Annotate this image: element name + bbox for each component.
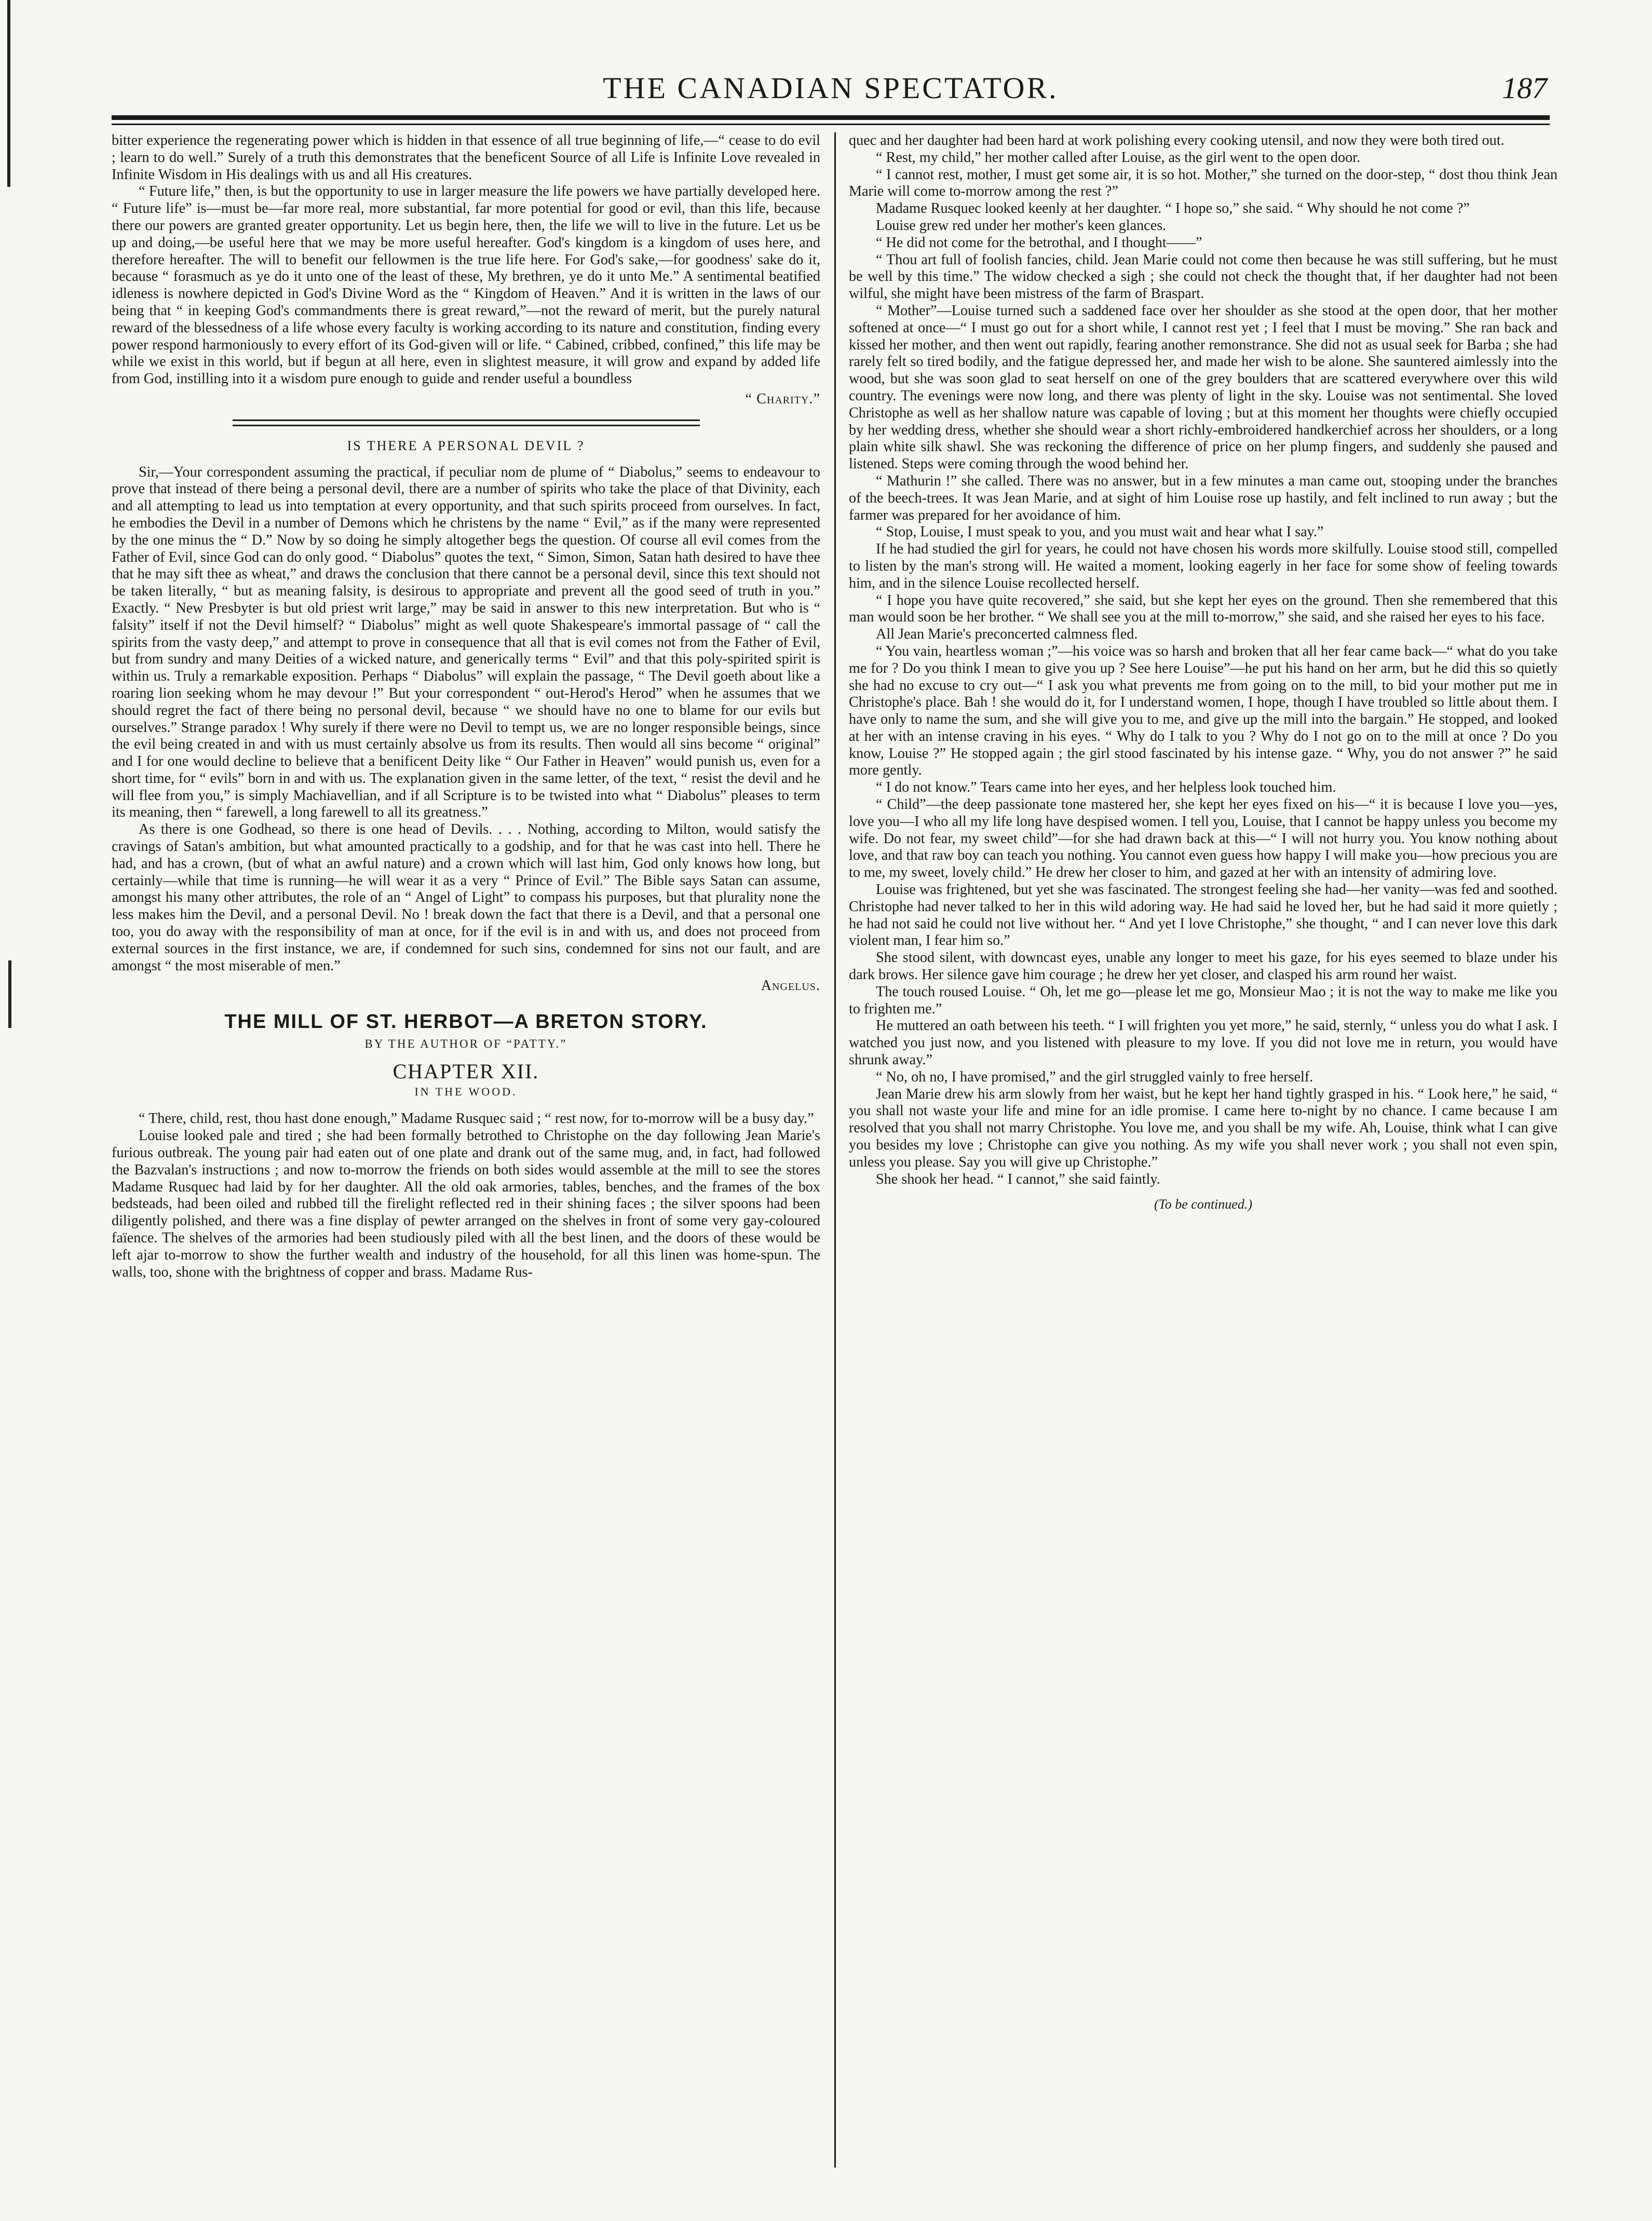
story-paragraph: All Jean Marie's preconcerted calmness fled. [876,626,1138,643]
story-paragraph: She shook her head. “ I cannot,” she said faintly. [876,1171,1160,1187]
story-paragraph: “ There, child, rest, thou hast done enough,” Madame Rusquec said ; “ rest now, for to-morrow will be a busy day.” [139,1110,814,1127]
devil-signature: Angelus. [761,978,820,994]
story-paragraph: Louise looked pale and tired ; she had been formally betrothed to Christophe on the day following Jean Marie's furious outbreak. The young pair had eaten out of one plate and drank out of the same mug, and, in fact, had followed the Bazvalan's instructions ; and now to-morrow the friends on both sides would assemble at the mill to see the stores Madame Rusquec had laid by for her daughter. All the old oak armories, tables, benches, and the frames of the box bedsteads, had been oiled and rubbed till the firelight reflected red in their shining faces ; the silver spoons had been diligently polished, and there was a fine display of pewter arranged on the shelves in front of some very gay-coloured faïence. The shelves of the armories had been studiously piled with all the best linen, and the doors of these would be left ajar to-morrow to show the further wealth and industry of the household, for all this linen was home-spun. The walls, too, shone with the brightness of copper and brass. Madame Rus- [112,1128,820,1280]
story-paragraph: “ I hope you have quite recovered,” she said, but she kept her eyes on the ground. Then she remembered that this man would soon be her brother. “ We shall see you at the mill to-morrow,” she said, and she raised her eyes to his face. [849,592,1558,626]
story-paragraph: “ Rest, my child,” her mother called after Louise, as the girl went to the open door. [876,149,1361,166]
masthead-rule-thick [112,115,1550,120]
story-paragraph: “ He did not come for the betrothal, and I thought——” [876,234,1202,251]
story-paragraph: Jean Marie drew his arm slowly from her waist, but he kept her hand tightly grasped in his. “ Look here,” he said, “ you shall not waste your life and mine for an idle promise. I came here to-night by no chance. I came because I am resolved that you shall not marry Christophe. You love me, and you shall be my wife. Ah, Louise, think what I can give you besides my love ; Christophe can give you nothing. As my wife you shall never work ; you shall not even spin, unless you please. Say you will give up Christophe.” [849,1086,1558,1170]
story-paragraph: She stood silent, with downcast eyes, unable any longer to meet his gaze, for his eyes seemed to blaze under his dark brows. Her silence gave him courage ; he drew her yet closer, and clasped his arm round her waist. [849,950,1558,983]
story-paragraph: “ I do not know.” Tears came into her eyes, and her helpless look touched him. [876,779,1336,796]
story-paragraph: Louise was frightened, but yet she was fascinated. The strongest feeling she had—her vanity—was fed and soothed. Christophe had never talked to her in this wild adoring way. He had said he loved her, but he had said it more quietly ; he had not said he could not live without her. “ And yet I love Christophe,” she thought, “ and I can never love this dark violent man, I fear him so.” [849,882,1558,949]
charity-paragraph: bitter experience the regenerating power which is hidden in that essence of all true beginning of life,—“ cease to do evil ; learn to do well.” Surely of a truth this demonstrates that the beneficent Source of all Life is Infinite Love revealed in Infinite Wisdom in His dealings with us and all His creatures. [112,132,820,183]
section-separator [233,419,700,426]
masthead [114,67,1547,114]
binding-mark-middle [8,960,11,1028]
right-column [849,132,1558,2183]
story-paragraph: Louise grew red under her mother's keen glances. [876,217,1167,234]
story-paragraph: quec and her daughter had been hard at work polishing every cooking utensil, and now they were both tired out. [849,132,1505,148]
charity-paragraph: “ Future life,” then, is but the opportunity to use in larger measure the life powers we have partially developed here. “ Future life” is—must be—far more real, more substantial, far more potential for good or evil, than this life, because there our powers are granted greater opportunity. Let us begin here, then, the life we will to live in the future. Let us be up and doing,—be useful here that we may be more useful hereafter. God's kingdom is a kingdom of uses here, and therefore hereafter. The will to benefit our fellowmen is the true life here. For God's sake,—for goodness' sake do it, because “ forasmuch as ye do it unto one of the least of these, My brethren, ye do it unto Me.” A sentimental beatified idleness is nowhere depicted in God's Divine Word as the “ Kingdom of Heaven.” And it is written in the laws of our being that “ in keeping God's commandments there is great reward,”—not the reward of merit, but the purely natural reward of the blessedness of a life whose every faculty is working according to its nature and constitution, finding every power respond harmoniously to every effort of its God-given will or life. “ Cabined, cribbed, confined,” this life may be while we exist in this world, but if begun at all here, even in slightest measure, it will grow and expand by added life from God, instilling into it a wisdom pure enough to guide and render useful a boundless [112,183,820,387]
story-paragraph: He muttered an oath between his teeth. “ I will frighten you yet more,” he said, sternly, “ unless you do what I ask. I watched you just now, and you listened with pleasure to my love. If you did not love me in return, you would have shrunk away.” [849,1018,1558,1068]
story-title: THE MILL OF ST. HERBOT—A BRETON STORY. [224,1011,708,1033]
devil-paragraph: Sir,—Your correspondent assuming the practical, if peculiar nom de plume of “ Diabolus,” seems to endeavour to prove that instead of there being a personal devil, there are a number of spirits who take the place of that Divinity, each and all attempting to lead us into temptation at every opportunity, and that such spirits proceed from ourselves. In fact, he embodies the Devil in a number of Demons which he christens by the name “ Evil,” as if the many were represented by the one minus the “ D.” Now by so doing he simply altogether begs the question. Of course all evil comes from the Father of Evil, since God can do only good. “ Diabolus” quotes the text, “ Simon, Simon, Satan hath desired to have thee that he may sift thee as wheat,” and draws the conclusion that there cannot be a personal devil, since this text should not be taken literally, “ but as meaning falsity, is desirous to appropriate and prevent all the good seed of truth in you.” Exactly. “ New Presbyter is but old priest writ large,” may be said in answer to this new interpretation. But who is “ falsity” itself if not the Devil himself? “ Diabolus” might as well quote Shakespeare's immortal passage of “ call the spirits from the vasty deep,” and attempt to prove in consequence that all that is evil comes not from the Father of Evil, but from sundry and many Deities of a wicked nature, and generically terms “ Evil” and that this poly-spirited spirit is within us. Truly a remarkable exposition. Perhaps “ Diabolus” will explain the passage, “ The Devil goeth about like a roaring lion seeking whom he may devour !” But your correspondent “ out-Herod's Herod” when he assumes that we should regret the fact of there being no personal devil, because “ we should have no one to blame for our evils but ourselves.” Strange paradox ! Why surely if there were no Devil to tempt us, we are no longer responsible beings, since the evil being created in and with us must certainly absolve us from its results. Then would all sins become “ original” and I for one would decline to believe that a benificent Deity like “ Our Father in Heaven” would punish us, even for a short time, for “ evils” born in and with us. The explanation given in the same letter, of the text, “ resist the devil and he will flee from you,” is simply Machiavellian, and if all Scripture is to be twisted into what “ Diabolus” pleases to term its meaning, then “ farewell, a long farewell to all its greatness.” [112,464,820,821]
page-number: 187 [1502,71,1547,105]
story-paragraph: “ Mother”—Louise turned such a saddened face over her shoulder as she stood at the open door, that her mother softened at once—“ I must go out for a short while, I cannot rest yet ; I feel that I must be moving.” She ran back and kissed her mother, and then went out rapidly, fearing another remonstrance. She did not as usual seek for Barba ; she had rarely felt so tired bodily, and the fatigue depressed her, and made her wish to be alone. She sauntered aimlessly into the wood, but she was soon glad to seat herself on one of the grey boulders that are scattered everywhere over this wild country. The evenings were now long, and there was plenty of light in the sky. Louise was not sentimental. She loved Christophe as well as her shallow nature was capable of loving ; but at this moment her thoughts were chiefly occupied by her wedding dress, whether she should wear a short richly-embroidered handkerchief across her shoulders, or a long plain white silk shawl. She was reckoning the difference of price on her plump fingers, and suddenly she paused and listened. Steps were coming through the wood behind her. [849,302,1558,472]
story-paragraph: “ Child”—the deep passionate tone mastered her, she kept her eyes fixed on his—“ it is because I love you—yes, love you—I who all my life long have despised women. I tell you, Louise, that I cannot be happy unless you become my wife. Do not fear, my sweet child”—for she had drawn back at this—“ I will not hurry you. You know nothing about love, and that raw boy can teach you nothing. You cannot even guess how happy I will make you—how precious you are to me, my sweet, lovely child.” He drew her closer to him, and gazed at her with an intensity of admiring love. [849,796,1558,881]
chapter-subtitle: IN THE WOOD. [414,1085,518,1098]
binding-mark-top [7,0,10,187]
story-paragraph: “ Mathurin !” she called. There was no answer, but in a few minutes a man came out, stooping under the branches of the beech-trees. It was Jean Marie, and at sight of him Louise rose up hastily, and felt inclined to run away ; but the farmer was prepared for her avoidance of him. [849,472,1558,523]
chapter-title: CHAPTER XII. [392,1059,539,1083]
to-be-continued-note: (To be continued.) [1154,1197,1252,1212]
story-paragraph: If he had studied the girl for years, he could not have chosen his words more skilfully. Louise stood still, compelled to listen by the man's strong will. He waited a moment, looking eagerly in her face for some show of feeling towards him, and in the silence Louise recollected herself. [849,541,1558,591]
story-paragraph: “ No, oh no, I have promised,” and the girl struggled vainly to free herself. [876,1068,1314,1085]
story-paragraph: “ You vain, heartless woman ;”—his voice was so harsh and broken that all her fear came back—“ what do you take me for ? Do you think I mean to give you up ? See here Louise”—he put his hand on her arm, but he did this so quietly she had no excuse to cry out—“ I ask you what prevents me from going on to the mill, to bid your mother put me in Christophe's place. Bah ! she would do it, for I understand women, I hope, though I have troubled so little about them. I have only to name the sum, and she will give you to me, and give up the mill into the bargain.” He stopped, and looked at her with an intense craving in his eyes. “ Why do I talk to you ? Why do I not go on to the mill at once ? Do you know, Louise ?” He stopped again ; the girl stood fascinated by his intense gaze. “ Why, you do not answer ?” he said more gently. [849,643,1558,779]
story-paragraph: The touch roused Louise. “ Oh, let me go—please let me go, Monsieur Mao ; it is not the way to make me like you to frighten me.” [849,983,1558,1017]
devil-paragraph: As there is one Godhead, so there is one head of Devils. . . . Nothing, according to Milton, would satisfy the cravings of Satan's ambition, but what amounted practically to a godship, and for that he was cast into hell. There he had, and has a crown, (but of what an awful nature) and a crown which will last him, God only knows how long, but certainly—while that time is running—he will wear it as a very “ Prince of Evil.” The Bible says Satan can assume, amongst his many other attributes, the role of an “ Angel of Light” to compass his purposes, but that plurality none the less makes him the Devil, and a personal Devil. No ! break down the fact that there is a Devil, and that a personal one too, you do away with the responsibility of man at once, for if the evil is in and with us, and does not proceed from external sources in the first instance, we are, if condemned for such sins, condemned for sins not our fault, and are amongst “ the most miserable of men.” [112,821,820,974]
story-paragraph: “ Stop, Louise, I must speak to you, and you must wait and hear what I say.” [876,524,1324,540]
devil-letter-heading: IS THERE A PERSONAL DEVIL ? [347,438,585,453]
masthead-rule-thin [112,124,1550,125]
story-byline: BY THE AUTHOR OF “PATTY.” [364,1037,567,1051]
charity-signature: “ Charity.” [745,390,820,407]
publication-title: THE CANADIAN SPECTATOR. [603,71,1059,105]
left-column [112,132,820,2183]
column-divider [834,132,836,2168]
story-paragraph: “ I cannot rest, mother, I must get some air, it is so hot. Mother,” she turned on the door-step, “ dost thou think Jean Marie will come to-morrow among the rest ?” [849,166,1558,200]
story-paragraph: “ Thou art full of foolish fancies, child. Jean Marie could not come then because he was still suffering, but he must be well by this time.” The widow checked a sigh ; she could not check the thought that, if her daughter had not been wilful, she might have been mistress of the farm of Braspart. [849,251,1558,302]
story-paragraph: Madame Rusquec looked keenly at her daughter. “ I hope so,” she said. “ Why should he not come ?” [876,200,1470,217]
